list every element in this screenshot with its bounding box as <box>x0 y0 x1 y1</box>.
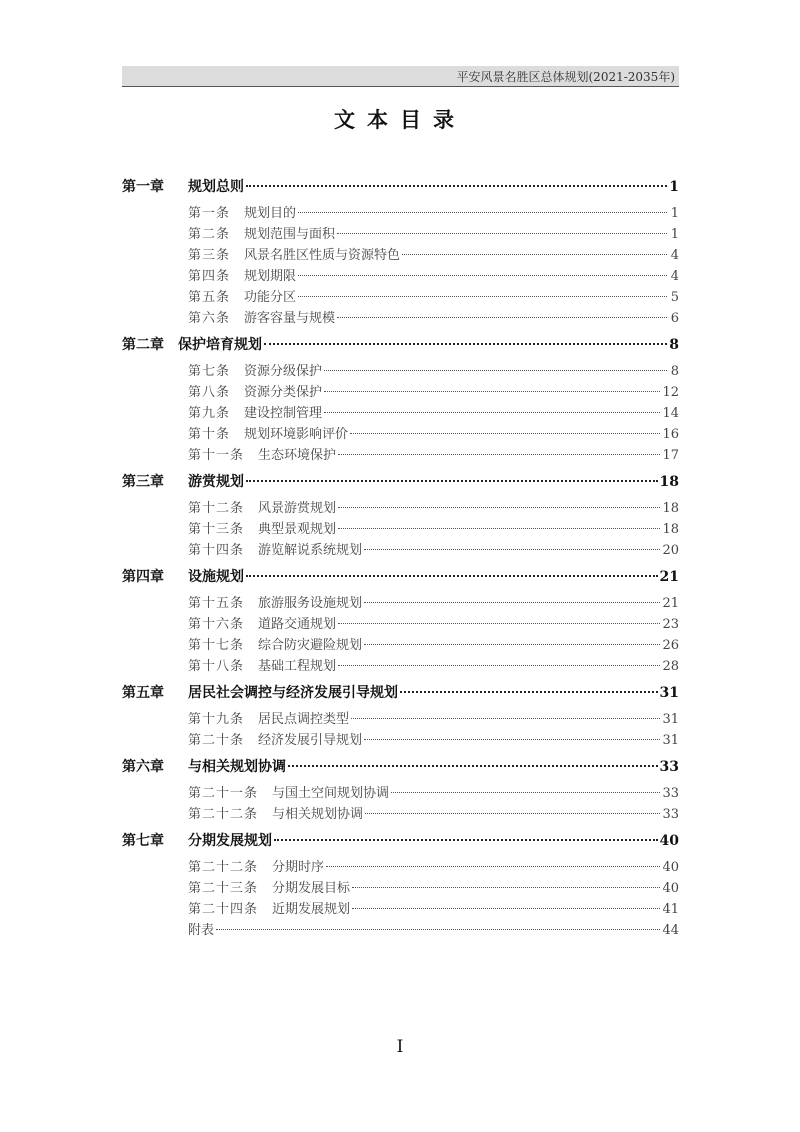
dot-leader <box>338 507 660 508</box>
page-number: 6 <box>670 311 679 326</box>
toc-section-entry[interactable] <box>188 782 679 803</box>
page-number: 31 <box>662 712 679 727</box>
section-number: 第六条 <box>188 311 231 326</box>
page-number: 4 <box>670 248 679 263</box>
dot-leader <box>288 765 658 767</box>
section-title: 游览解说系统规划 <box>258 543 363 558</box>
page-number: 1 <box>670 227 679 242</box>
section-number: 第二十二条 <box>188 860 259 875</box>
dot-leader <box>351 718 660 719</box>
toc-section-entry[interactable] <box>188 497 679 518</box>
dot-leader <box>391 792 660 793</box>
page-number: 23 <box>662 617 679 632</box>
section-number: 第十八条 <box>188 659 245 674</box>
toc-chapter-entry[interactable] <box>122 682 679 704</box>
section-title: 规划目的 <box>244 206 297 221</box>
section-title: 风景名胜区性质与资源特色 <box>244 248 401 263</box>
page-number: 4 <box>670 269 679 284</box>
page-number: 26 <box>662 638 679 653</box>
section-number: 第十条 <box>188 427 231 442</box>
dot-leader <box>338 528 660 529</box>
section-title: 生态环境保护 <box>258 448 337 463</box>
toc-section-entry[interactable] <box>188 877 679 898</box>
section-title: 典型景观规划 <box>258 522 337 537</box>
toc-chapter-entry[interactable] <box>122 566 679 588</box>
section-title: 功能分区 <box>244 290 297 305</box>
toc-chapter-entry[interactable] <box>122 471 679 493</box>
chapter-number: 第五章 <box>122 685 164 701</box>
dot-leader <box>298 275 667 276</box>
section-number: 第十七条 <box>188 638 245 653</box>
section-title: 规划环境影响评价 <box>244 427 349 442</box>
toc-chapter-entry[interactable] <box>122 176 679 198</box>
toc-chapter <box>122 830 679 940</box>
dot-leader <box>402 254 667 255</box>
dot-leader <box>324 412 660 413</box>
section-number: 第五条 <box>188 290 231 305</box>
chapter-number: 第一章 <box>122 179 164 195</box>
toc-section-entry[interactable] <box>188 518 679 539</box>
section-title: 居民点调控类型 <box>258 712 350 727</box>
section-title: 建设控制管理 <box>244 406 323 421</box>
chapter-number: 第七章 <box>122 833 164 849</box>
page-footer-number: I <box>396 1037 404 1057</box>
section-number: 第二十一条 <box>188 786 259 801</box>
chapter-number: 第四章 <box>122 569 164 585</box>
toc-section-entry[interactable] <box>188 223 679 244</box>
dot-leader <box>352 887 660 888</box>
page-number: 18 <box>659 474 679 490</box>
dot-leader <box>338 623 660 624</box>
page-number: 18 <box>662 522 679 537</box>
section-number: 第十二条 <box>188 501 245 516</box>
section-number: 第九条 <box>188 406 231 421</box>
chapter-title: 设施规划 <box>188 569 244 585</box>
page-number: 21 <box>659 569 679 585</box>
chapter-title: 居民社会调控与经济发展引导规划 <box>188 685 398 701</box>
dot-leader <box>350 433 660 434</box>
page-number: 8 <box>669 337 679 353</box>
toc-section-entry[interactable] <box>188 265 679 286</box>
section-number: 第二条 <box>188 227 231 242</box>
page-number: 41 <box>662 902 679 917</box>
page-number: 18 <box>662 501 679 516</box>
page-number: 33 <box>662 786 679 801</box>
page-number: 44 <box>662 923 679 938</box>
dot-leader <box>364 644 660 645</box>
dot-leader <box>365 813 660 814</box>
page-number: 31 <box>659 685 679 701</box>
running-header <box>122 66 679 87</box>
page-number: 8 <box>670 364 679 379</box>
toc-chapter-entry[interactable] <box>122 334 679 356</box>
dot-leader <box>246 480 658 482</box>
chapter-number: 第三章 <box>122 474 164 490</box>
section-title: 风景游赏规划 <box>258 501 337 516</box>
page-number: 33 <box>659 759 679 775</box>
toc-chapter <box>122 471 679 560</box>
section-title: 与国土空间规划协调 <box>272 786 390 801</box>
toc-section-entry[interactable] <box>188 423 679 444</box>
page-number: 1 <box>669 179 679 195</box>
section-number: 第二十四条 <box>188 902 259 917</box>
toc-section-entry[interactable] <box>188 708 679 729</box>
page-number: 33 <box>662 807 679 822</box>
section-title: 经济发展引导规划 <box>258 733 363 748</box>
toc-section-entry[interactable] <box>188 803 679 824</box>
toc-chapter <box>122 334 679 465</box>
toc-section-entry[interactable] <box>188 539 679 560</box>
chapter-title: 与相关规划协调 <box>188 759 286 775</box>
chapter-title: 规划总则 <box>188 179 244 195</box>
chapter-number: 第六章 <box>122 759 164 775</box>
section-title: 游客容量与规模 <box>244 311 336 326</box>
section-number: 第八条 <box>188 385 231 400</box>
section-title: 基础工程规划 <box>258 659 337 674</box>
dot-leader <box>337 233 667 234</box>
dot-leader <box>246 575 658 577</box>
section-number: 第十四条 <box>188 543 245 558</box>
chapter-title: 保护培育规划 <box>178 337 262 353</box>
section-number: 第二十条 <box>188 733 245 748</box>
toc-section-entry[interactable] <box>188 613 679 634</box>
dot-leader <box>298 212 667 213</box>
toc-chapter <box>122 682 679 750</box>
page-number: 14 <box>662 406 679 421</box>
page-number: 20 <box>662 543 679 558</box>
section-number: 第十三条 <box>188 522 245 537</box>
page-number: 16 <box>662 427 679 442</box>
dot-leader <box>246 185 667 187</box>
toc-chapter <box>122 566 679 676</box>
dot-leader <box>338 665 660 666</box>
page-number: 17 <box>662 448 679 463</box>
section-title: 规划范围与面积 <box>244 227 336 242</box>
toc-section-entry[interactable] <box>188 655 679 676</box>
page-number: 12 <box>662 385 679 400</box>
section-title: 资源分类保护 <box>244 385 323 400</box>
section-title: 附表 <box>188 923 215 938</box>
section-number: 第十六条 <box>188 617 245 632</box>
toc-chapter <box>122 176 679 328</box>
toc-section-entry[interactable] <box>188 402 679 423</box>
section-title: 近期发展规划 <box>272 902 351 917</box>
section-number: 第七条 <box>188 364 231 379</box>
toc-section-entry[interactable] <box>188 592 679 613</box>
toc-section-entry[interactable] <box>188 729 679 750</box>
page-number: 28 <box>662 659 679 674</box>
toc-section-entry[interactable] <box>188 286 679 307</box>
dot-leader <box>324 391 660 392</box>
dot-leader <box>352 908 660 909</box>
dot-leader <box>364 739 660 740</box>
toc-chapter <box>122 756 679 824</box>
toc-section-entry[interactable] <box>188 444 679 465</box>
section-title: 规划期限 <box>244 269 297 284</box>
page-number: 21 <box>662 596 679 611</box>
section-number: 第一条 <box>188 206 231 221</box>
dot-leader <box>216 929 660 930</box>
section-title: 分期时序 <box>272 860 325 875</box>
section-title: 旅游服务设施规划 <box>258 596 363 611</box>
dot-leader <box>264 343 667 345</box>
page-number: 31 <box>662 733 679 748</box>
dot-leader <box>364 549 660 550</box>
chapter-title: 游赏规划 <box>188 474 244 490</box>
toc-section-entry[interactable] <box>188 381 679 402</box>
dot-leader <box>274 839 658 841</box>
dot-leader <box>324 370 667 371</box>
running-header-title: 平安风景名胜区总体规划(2021-2035年) <box>456 70 675 84</box>
toc-chapter-entry[interactable] <box>122 756 679 778</box>
page-number: 40 <box>662 860 679 875</box>
page-number: 40 <box>662 881 679 896</box>
dot-leader <box>338 454 660 455</box>
page-number: 5 <box>670 290 679 305</box>
dot-leader <box>400 691 658 693</box>
toc-appendix-entry[interactable] <box>188 919 679 940</box>
section-title: 资源分级保护 <box>244 364 323 379</box>
section-title: 与相关规划协调 <box>272 807 364 822</box>
table-of-contents <box>122 176 679 946</box>
section-title: 分期发展目标 <box>272 881 351 896</box>
toc-section-entry[interactable] <box>188 898 679 919</box>
toc-section-entry[interactable] <box>188 244 679 265</box>
page-number: 40 <box>659 833 679 849</box>
section-number: 第三条 <box>188 248 231 263</box>
toc-section-entry[interactable] <box>188 856 679 877</box>
dot-leader <box>337 317 667 318</box>
page-number: 1 <box>670 206 679 221</box>
toc-section-entry[interactable] <box>188 360 679 381</box>
chapter-title: 分期发展规划 <box>188 833 272 849</box>
toc-chapter-entry[interactable] <box>122 830 679 852</box>
chapter-number: 第二章 <box>122 337 164 353</box>
toc-section-entry[interactable] <box>188 634 679 655</box>
toc-section-entry[interactable] <box>188 202 679 223</box>
page-title: 文本目录 <box>334 108 466 132</box>
dot-leader <box>298 296 667 297</box>
section-number: 第二十三条 <box>188 881 259 896</box>
toc-section-entry[interactable] <box>188 307 679 328</box>
dot-leader <box>326 866 660 867</box>
section-number: 第十九条 <box>188 712 245 727</box>
section-number: 第十五条 <box>188 596 245 611</box>
section-number: 第十一条 <box>188 448 245 463</box>
section-title: 道路交通规划 <box>258 617 337 632</box>
dot-leader <box>364 602 660 603</box>
section-number: 第二十二条 <box>188 807 259 822</box>
section-title: 综合防灾避险规划 <box>258 638 363 653</box>
section-number: 第四条 <box>188 269 231 284</box>
